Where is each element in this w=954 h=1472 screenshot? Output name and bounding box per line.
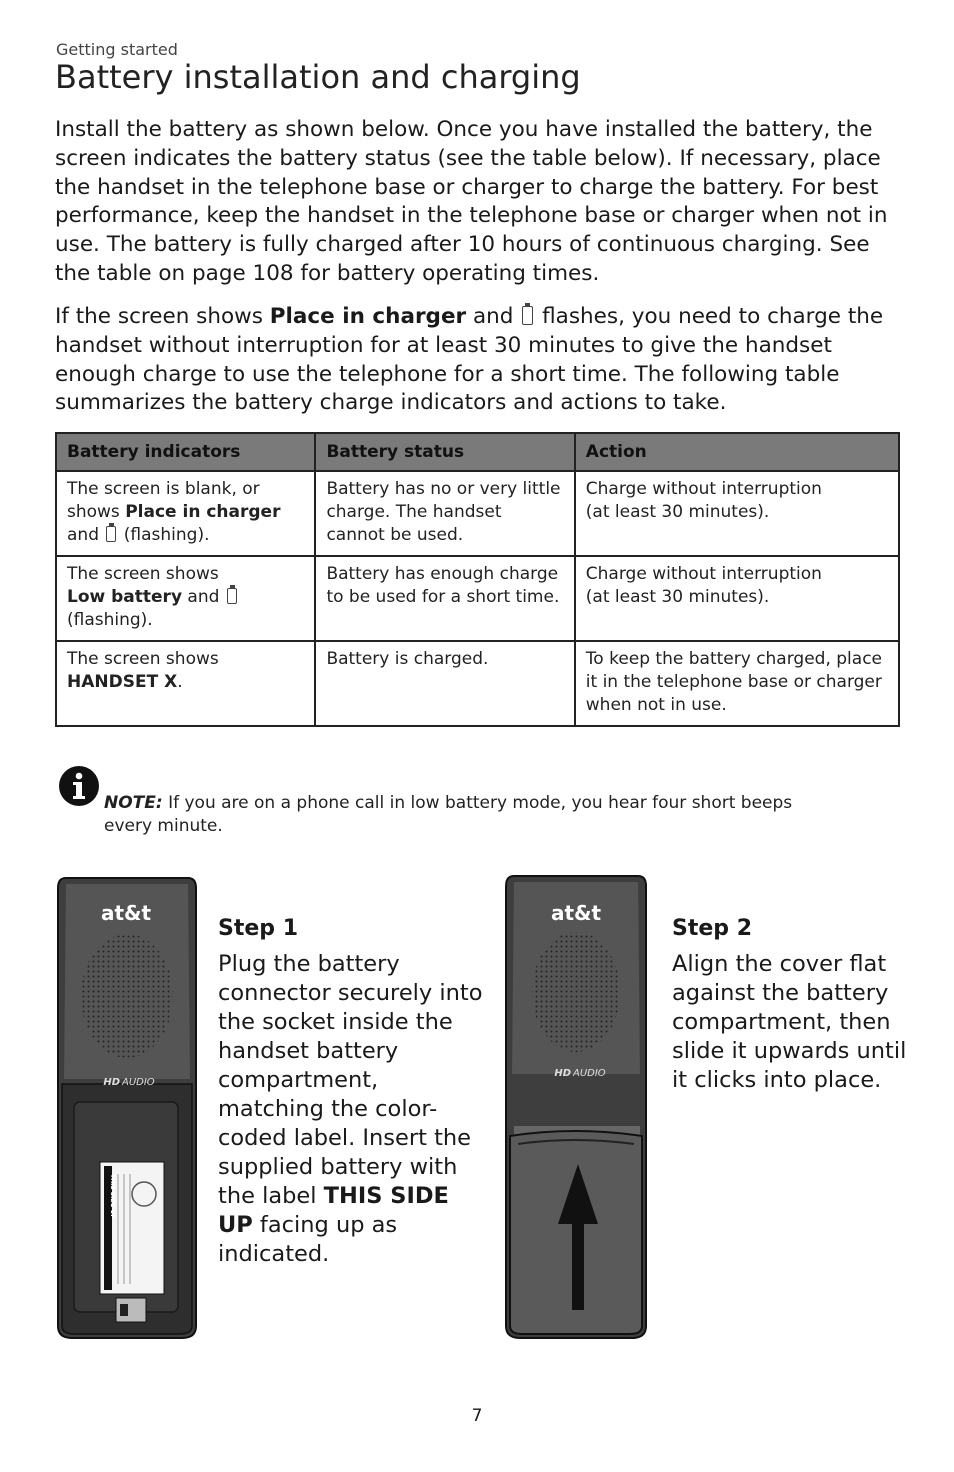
att-logo-text: at&t bbox=[550, 901, 602, 925]
status-cell: Battery has enough charge to be used for a short time. bbox=[315, 556, 574, 641]
intro-paragraph-1: Install the battery as shown below. Once you have installed the battery, the screen indicates the battery status (see the table below). If necessary, place the handset in the telephone base or charger to charge the battery. For best performance, keep the handset in the telephone base or charger when not in use. The battery is fully charged after 10 hours of continuous charging. See the table on page 108 for battery operating times. bbox=[55, 117, 888, 286]
text: . bbox=[177, 672, 183, 692]
text: Charge without interruption bbox=[585, 564, 822, 584]
bold-text: Low battery bbox=[67, 587, 183, 607]
battery-icon bbox=[522, 306, 533, 325]
battery-label-text: THIS SIDE UP bbox=[109, 1174, 116, 1219]
action-cell bbox=[575, 556, 899, 641]
note-text bbox=[104, 792, 824, 838]
section-label: Getting started bbox=[56, 40, 178, 59]
page-number: 7 bbox=[471, 1406, 483, 1426]
bold-text: HANDSET X bbox=[67, 672, 178, 692]
text: (at least 30 minutes). bbox=[585, 587, 770, 607]
table-header: Battery indicators bbox=[56, 433, 315, 471]
page-title: Battery installation and charging bbox=[55, 58, 581, 96]
text: and bbox=[182, 587, 225, 607]
step-1-text bbox=[218, 950, 484, 1269]
bold-text: Place in charger bbox=[125, 502, 281, 522]
battery-indicator-table bbox=[55, 432, 900, 727]
status-cell: Battery is charged. bbox=[315, 641, 574, 726]
step-2-text: Align the cover flat against the battery compartment, then slide it upwards until it clicks into place. bbox=[672, 951, 907, 1093]
status-cell: Battery has no or very little charge. The handset cannot be used. bbox=[315, 471, 574, 556]
table-header: Battery status bbox=[315, 433, 574, 471]
bold-text: Place in charger bbox=[269, 304, 467, 329]
text: If the screen shows bbox=[55, 304, 270, 329]
text: If you are on a phone call in low battery mode, you hear four short beeps every minute. bbox=[104, 793, 793, 836]
bold-text: THIS SIDE UP bbox=[218, 1183, 449, 1238]
table-row bbox=[56, 556, 899, 641]
text: The screen shows bbox=[67, 564, 219, 584]
text: The screen is blank, or shows bbox=[67, 479, 260, 522]
action-cell: To keep the battery charged, place it in the telephone base or charger when not in use. bbox=[575, 641, 899, 726]
table-row bbox=[56, 471, 899, 556]
hd-label: HD bbox=[103, 1077, 120, 1088]
text: (flashing). bbox=[118, 525, 210, 545]
info-icon bbox=[58, 765, 100, 807]
hd-label: HD bbox=[554, 1068, 571, 1079]
step-2-heading: Step 2 bbox=[672, 916, 752, 941]
handset-cover-illustration bbox=[504, 874, 648, 1342]
indicator-cell bbox=[56, 471, 315, 556]
indicator-cell bbox=[56, 556, 315, 641]
audio-label: AUDIO bbox=[573, 1068, 606, 1079]
table-header-row bbox=[56, 433, 899, 471]
text: (flashing). bbox=[67, 610, 153, 630]
battery-icon bbox=[227, 588, 237, 604]
text: and bbox=[466, 304, 521, 329]
text: The screen shows bbox=[67, 649, 219, 669]
att-logo-text: at&t bbox=[100, 901, 152, 925]
text: Plug the battery connector securely into the socket inside the handset battery compartment, matching the color-coded label. Insert the supplied battery with the label bbox=[218, 951, 483, 1209]
text: facing up as indicated. bbox=[218, 1212, 398, 1267]
text: (at least 30 minutes). bbox=[585, 502, 770, 522]
audio-label: AUDIO bbox=[122, 1077, 155, 1088]
battery-icon bbox=[106, 526, 116, 542]
note-label: NOTE: bbox=[104, 793, 163, 813]
indicator-cell bbox=[56, 641, 315, 726]
intro-paragraph-2 bbox=[55, 303, 900, 418]
table-row bbox=[56, 641, 899, 726]
step-1-heading: Step 1 bbox=[218, 916, 298, 941]
handset-open-illustration bbox=[56, 874, 198, 1342]
table-header: Action bbox=[575, 433, 899, 471]
action-cell bbox=[575, 471, 899, 556]
text: and bbox=[67, 525, 105, 545]
text: flashes, you need to charge the handset without interruption for at least 30 minutes to give the handset enough charge to use the telephone for a short time. The following table summarizes the battery charge indicators and actions to take. bbox=[55, 304, 884, 416]
text: Charge without interruption bbox=[585, 479, 822, 499]
